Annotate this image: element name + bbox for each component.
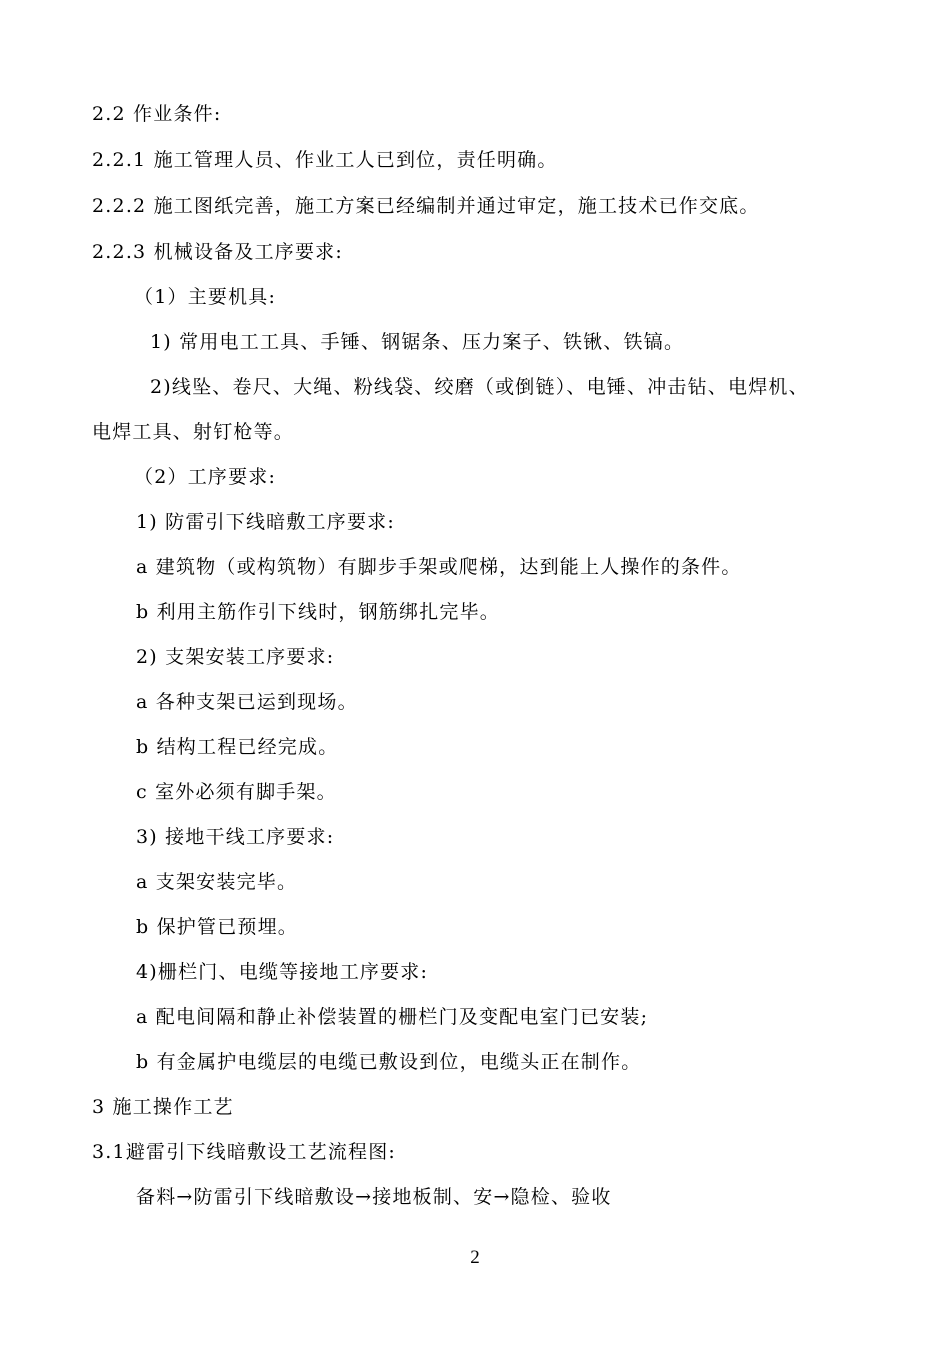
process-item-3: 3) 接地干线工序要求: [136, 826, 335, 848]
tools-item-2-continued: 电焊工具、射钉枪等。 [92, 421, 295, 443]
process-item-3-b: b 保护管已预埋。 [136, 916, 299, 938]
tools-item-2: 2)线坠、卷尺、大绳、粉线袋、绞磨（或倒链）、电锤、冲击钻、电焊机、 [150, 376, 809, 398]
process-item-4: 4)栅栏门、电缆等接地工序要求: [136, 961, 429, 983]
process-item-1-b: b 利用主筋作引下线时，钢筋绑扎完毕。 [136, 601, 501, 623]
tools-item-1: 1) 常用电工工具、手锤、钢锯条、压力案子、铁锹、铁镐。 [150, 331, 685, 353]
item-2-2-1: 2.2.1 施工管理人员、作业工人已到位，责任明确。 [92, 149, 558, 171]
process-item-4-a: a 配电间隔和静止补偿装置的栅栏门及变配电室门已安装; [136, 1006, 649, 1028]
process-item-2-b: b 结构工程已经完成。 [136, 736, 339, 758]
subheading-process-requirements: （2）工序要求: [134, 466, 277, 488]
process-item-2-c: c 室外必须有脚手架。 [136, 781, 337, 803]
process-item-1-a: a 建筑物（或构筑物）有脚步手架或爬梯，达到能上人操作的条件。 [136, 556, 742, 578]
process-item-4-b: b 有金属护电缆层的电缆已敷设到位，电缆头正在制作。 [136, 1051, 642, 1073]
subheading-main-tools: （1）主要机具: [134, 286, 277, 308]
process-item-3-a: a 支架安装完毕。 [136, 871, 298, 893]
section-3-heading: 3 施工操作工艺 [92, 1096, 234, 1118]
item-2-2-2: 2.2.2 施工图纸完善，施工方案已经编制并通过审定，施工技术已作交底。 [92, 195, 760, 217]
process-item-2-a: a 各种支架已运到现场。 [136, 691, 358, 713]
section-3-1-heading: 3.1避雷引下线暗敷设工艺流程图: [92, 1141, 397, 1163]
process-item-1: 1) 防雷引下线暗敷工序要求: [136, 511, 395, 533]
item-2-2-3: 2.2.3 机械设备及工序要求: [92, 241, 343, 263]
heading-2-2: 2.2 作业条件: [92, 103, 222, 125]
page-number: 2 [470, 1247, 480, 1268]
process-item-2: 2) 支架安装工序要求: [136, 646, 335, 668]
process-flow: 备料→防雷引下线暗敷设→接地板制、安→隐检、验收 [136, 1186, 612, 1208]
